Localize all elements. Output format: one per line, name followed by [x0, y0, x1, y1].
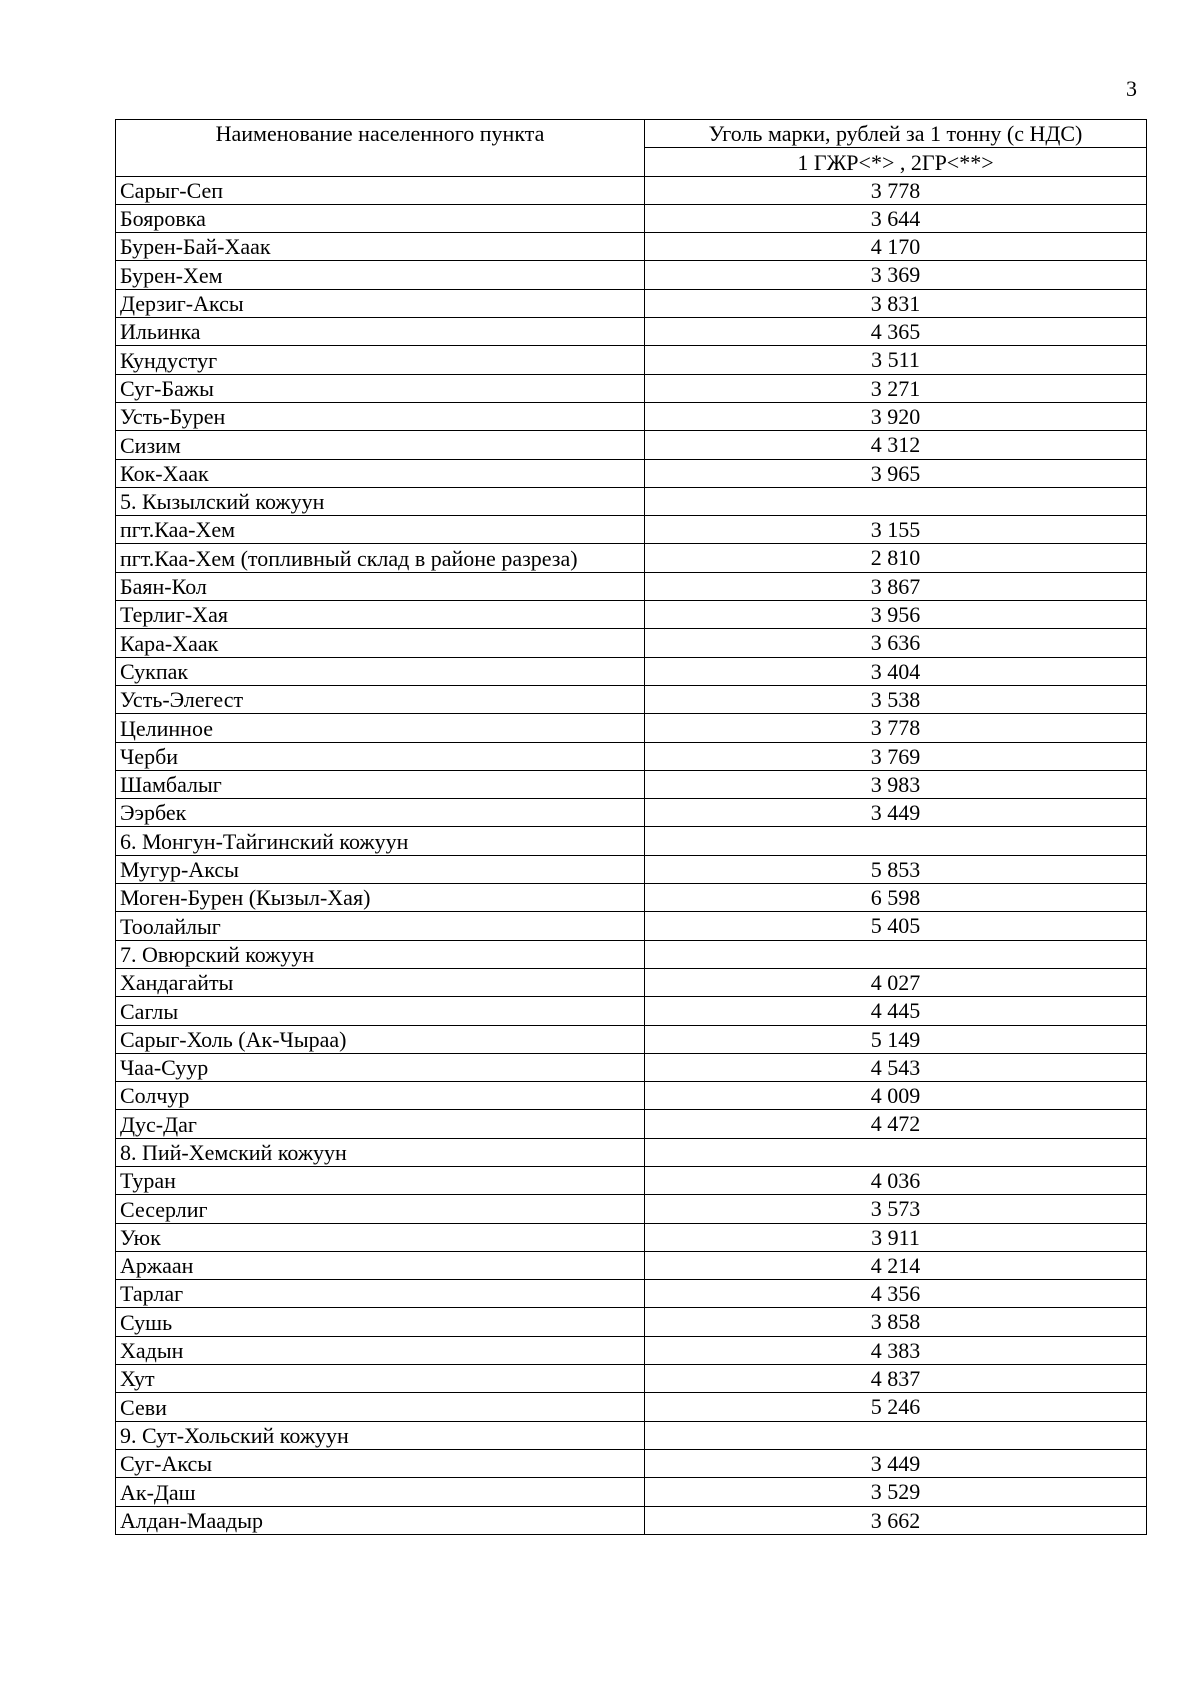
price-cell: 4 543 — [645, 1053, 1147, 1081]
price-cell: 3 662 — [645, 1506, 1147, 1534]
price-cell: 3 769 — [645, 742, 1147, 770]
price-cell — [645, 940, 1147, 968]
settlement-name-cell: Алдан-Маадыр — [116, 1506, 645, 1534]
table-row — [116, 1308, 1147, 1336]
page-number: 3 — [1126, 76, 1137, 101]
settlement-name-cell: Хут — [116, 1365, 645, 1393]
price-cell: 4 365 — [645, 318, 1147, 346]
table-row — [116, 1280, 1147, 1308]
table-row — [116, 261, 1147, 289]
price-cell: 3 449 — [645, 799, 1147, 827]
settlement-name-cell: Терлиг-Хая — [116, 601, 645, 629]
settlement-name-cell: Саглы — [116, 997, 645, 1025]
table-row — [116, 1166, 1147, 1194]
table-row — [116, 346, 1147, 374]
settlement-name-cell: Черби — [116, 742, 645, 770]
price-cell: 3 404 — [645, 657, 1147, 685]
settlement-name-cell: Кок-Хаак — [116, 459, 645, 487]
settlement-name-cell: 8. Пий-Хемский кожуун — [116, 1138, 645, 1166]
price-cell: 3 271 — [645, 374, 1147, 402]
settlement-name-cell: Сукпак — [116, 657, 645, 685]
price-cell: 4 472 — [645, 1110, 1147, 1138]
table-row — [116, 742, 1147, 770]
price-cell: 4 383 — [645, 1336, 1147, 1364]
table-row — [116, 912, 1147, 940]
table-row — [116, 289, 1147, 317]
price-cell: 3 911 — [645, 1223, 1147, 1251]
settlement-name-cell: Хандагайты — [116, 968, 645, 996]
settlement-name-cell: Суг-Аксы — [116, 1449, 645, 1477]
settlement-name-cell: Уюк — [116, 1223, 645, 1251]
settlement-name-cell: Ээрбек — [116, 799, 645, 827]
price-cell: 3 644 — [645, 204, 1147, 232]
settlement-name-cell: Усть-Элегест — [116, 685, 645, 713]
table-row — [116, 431, 1147, 459]
table-row — [116, 1421, 1147, 1449]
settlement-name-cell: Солчур — [116, 1082, 645, 1110]
price-cell: 3 449 — [645, 1449, 1147, 1477]
table-row — [116, 997, 1147, 1025]
table-row — [116, 233, 1147, 261]
price-cell — [645, 1138, 1147, 1166]
table-row — [116, 1025, 1147, 1053]
table-body — [116, 120, 1147, 1535]
price-cell: 3 778 — [645, 176, 1147, 204]
price-cell: 3 529 — [645, 1478, 1147, 1506]
settlement-name-cell: Дерзиг-Аксы — [116, 289, 645, 317]
table-row — [116, 1449, 1147, 1477]
table-row — [116, 1195, 1147, 1223]
settlement-name-cell: Туран — [116, 1166, 645, 1194]
price-cell: 6 598 — [645, 884, 1147, 912]
price-cell: 4 009 — [645, 1082, 1147, 1110]
settlement-name-cell: Сарыг-Сеп — [116, 176, 645, 204]
settlement-name-cell: Ильинка — [116, 318, 645, 346]
settlement-name-cell: пгт.Каа-Хем (топливный склад в районе разреза) — [116, 544, 645, 572]
price-cell: 4 170 — [645, 233, 1147, 261]
settlement-name-cell: Аржаан — [116, 1251, 645, 1279]
table-row — [116, 714, 1147, 742]
coal-price-table — [115, 119, 1147, 1535]
price-cell: 3 920 — [645, 402, 1147, 430]
price-cell: 3 983 — [645, 770, 1147, 798]
settlement-name-cell: Моген-Бурен (Кызыл-Хая) — [116, 884, 645, 912]
table-row — [116, 1506, 1147, 1534]
price-cell: 3 778 — [645, 714, 1147, 742]
price-cell: 4 027 — [645, 968, 1147, 996]
price-cell: 5 853 — [645, 855, 1147, 883]
table-row — [116, 1478, 1147, 1506]
settlement-name-cell: Чаа-Суур — [116, 1053, 645, 1081]
table-row — [116, 1110, 1147, 1138]
settlement-name-cell: Севи — [116, 1393, 645, 1421]
settlement-name-cell: Сизим — [116, 431, 645, 459]
table-row — [116, 1251, 1147, 1279]
settlement-name-cell: Мугур-Аксы — [116, 855, 645, 883]
settlement-name-cell: Баян-Кол — [116, 572, 645, 600]
settlement-name-cell: Тоолайлыг — [116, 912, 645, 940]
table-row — [116, 487, 1147, 515]
price-cell: 3 965 — [645, 459, 1147, 487]
table-row — [116, 770, 1147, 798]
table-row — [116, 884, 1147, 912]
settlement-name-cell: 7. Овюрский кожуун — [116, 940, 645, 968]
table-row — [116, 601, 1147, 629]
settlement-name-cell: 6. Монгун-Тайгинский кожуун — [116, 827, 645, 855]
table-row — [116, 402, 1147, 430]
table-row — [116, 516, 1147, 544]
settlement-name-cell: Суг-Бажы — [116, 374, 645, 402]
price-cell: 2 810 — [645, 544, 1147, 572]
price-cell: 3 867 — [645, 572, 1147, 600]
settlement-name-cell: Бояровка — [116, 204, 645, 232]
table-row — [116, 1393, 1147, 1421]
table-row — [116, 1138, 1147, 1166]
price-cell: 4 445 — [645, 997, 1147, 1025]
price-cell: 3 511 — [645, 346, 1147, 374]
table-row — [116, 799, 1147, 827]
header-settlement-name: Наименование населенного пункта — [116, 120, 645, 177]
price-cell: 5 405 — [645, 912, 1147, 940]
table-row — [116, 968, 1147, 996]
price-cell — [645, 487, 1147, 515]
price-cell: 3 538 — [645, 685, 1147, 713]
table-row — [116, 176, 1147, 204]
settlement-name-cell: Дус-Даг — [116, 1110, 645, 1138]
table-header-row — [116, 120, 1147, 148]
price-cell: 3 858 — [645, 1308, 1147, 1336]
table-row — [116, 1336, 1147, 1364]
settlement-name-cell: Хадын — [116, 1336, 645, 1364]
settlement-name-cell: Тарлаг — [116, 1280, 645, 1308]
price-cell: 4 356 — [645, 1280, 1147, 1308]
table-row — [116, 1082, 1147, 1110]
price-cell — [645, 1421, 1147, 1449]
table-row — [116, 827, 1147, 855]
price-cell: 3 956 — [645, 601, 1147, 629]
settlement-name-cell: Сесерлиг — [116, 1195, 645, 1223]
price-cell: 4 837 — [645, 1365, 1147, 1393]
table-row — [116, 318, 1147, 346]
table-row — [116, 855, 1147, 883]
settlement-name-cell: 9. Сут-Хольский кожуун — [116, 1421, 645, 1449]
price-cell — [645, 827, 1147, 855]
table-row — [116, 629, 1147, 657]
price-cell: 4 214 — [645, 1251, 1147, 1279]
table-row — [116, 544, 1147, 572]
table-row — [116, 1053, 1147, 1081]
price-cell: 4 036 — [645, 1166, 1147, 1194]
price-cell: 3 369 — [645, 261, 1147, 289]
settlement-name-cell: Кундустуг — [116, 346, 645, 374]
table-row — [116, 940, 1147, 968]
settlement-name-cell: Усть-Бурен — [116, 402, 645, 430]
price-cell: 3 573 — [645, 1195, 1147, 1223]
table-row — [116, 459, 1147, 487]
settlement-name-cell: Ак-Даш — [116, 1478, 645, 1506]
settlement-name-cell: Сушь — [116, 1308, 645, 1336]
price-cell: 3 636 — [645, 629, 1147, 657]
settlement-name-cell: Кара-Хаак — [116, 629, 645, 657]
settlement-name-cell: Сарыг-Холь (Ак-Чыраа) — [116, 1025, 645, 1053]
table-row — [116, 374, 1147, 402]
price-cell: 5 149 — [645, 1025, 1147, 1053]
table-row — [116, 685, 1147, 713]
settlement-name-cell: Шамбалыг — [116, 770, 645, 798]
price-cell: 3 155 — [645, 516, 1147, 544]
price-cell: 5 246 — [645, 1393, 1147, 1421]
header-coal-price: Уголь марки, рублей за 1 тонну (с НДС) — [645, 120, 1147, 148]
table-row — [116, 572, 1147, 600]
table-row — [116, 657, 1147, 685]
settlement-name-cell: Целинное — [116, 714, 645, 742]
settlement-name-cell: 5. Кызылский кожуун — [116, 487, 645, 515]
price-table-container — [115, 119, 1146, 1535]
settlement-name-cell: Бурен-Бай-Хаак — [116, 233, 645, 261]
table-row — [116, 204, 1147, 232]
table-row — [116, 1365, 1147, 1393]
header-coal-grade: 1 ГЖР<*> , 2ГР<**> — [645, 148, 1147, 176]
price-cell: 3 831 — [645, 289, 1147, 317]
settlement-name-cell: пгт.Каа-Хем — [116, 516, 645, 544]
table-row — [116, 1223, 1147, 1251]
settlement-name-cell: Бурен-Хем — [116, 261, 645, 289]
price-cell: 4 312 — [645, 431, 1147, 459]
